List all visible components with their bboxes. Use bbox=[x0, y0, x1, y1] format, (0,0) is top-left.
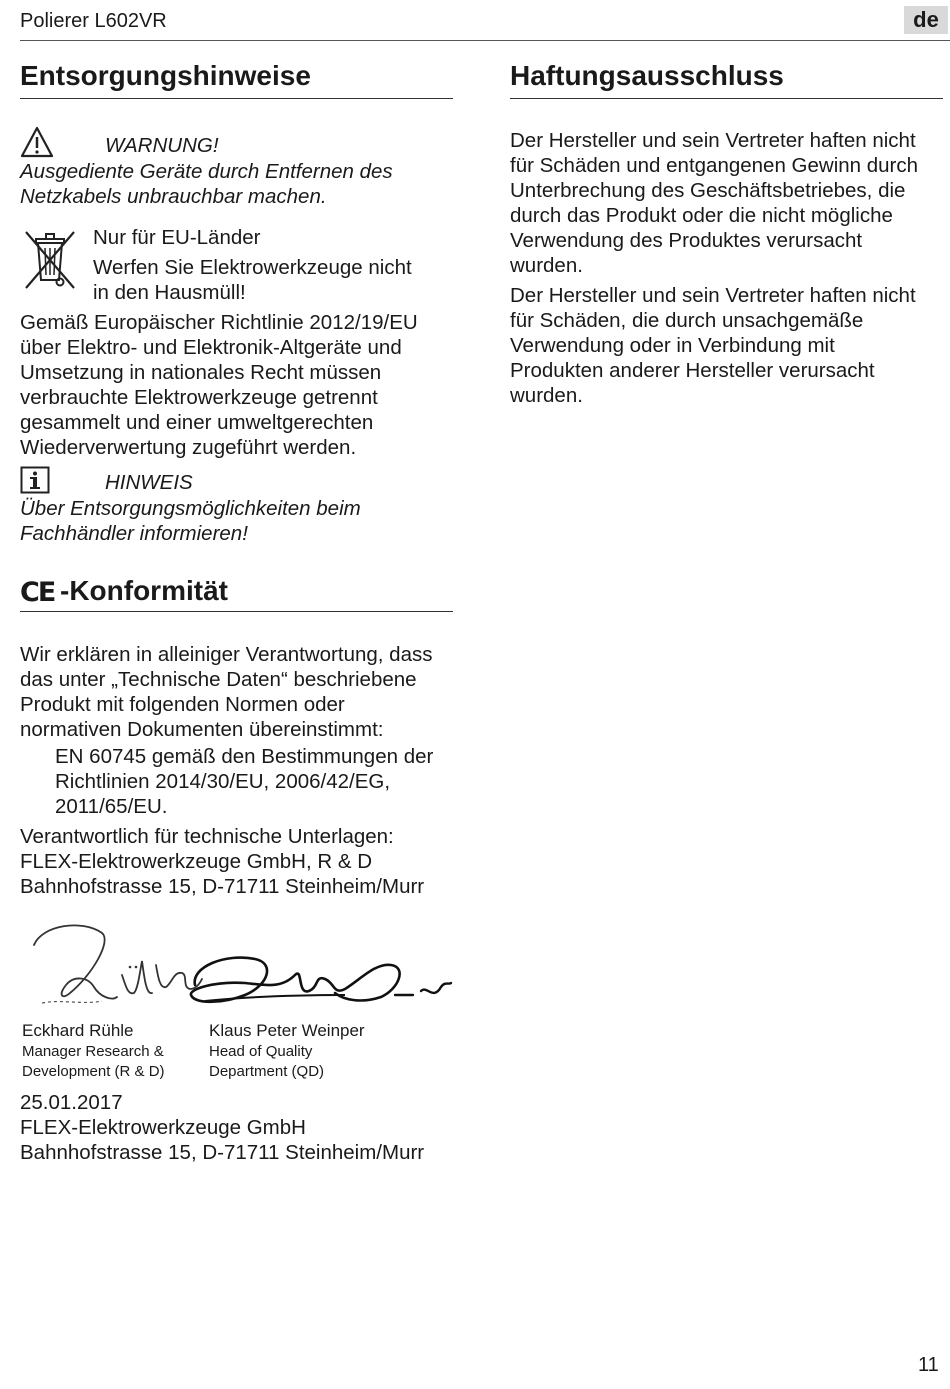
header-divider bbox=[20, 40, 950, 41]
signer-role: Head of Quality bbox=[209, 1043, 313, 1060]
info-icon bbox=[20, 466, 50, 494]
warning-triangle-icon bbox=[20, 126, 54, 158]
liability-line: Der Hersteller und sein Vertreter haften nicht bbox=[510, 284, 916, 307]
no-household-text: in den Hausmüll! bbox=[93, 281, 246, 304]
responsible-line: Verantwortlich für technische Unterlagen: bbox=[20, 825, 394, 848]
directive-line: über Elektro- und Elektronik-Altgeräte und bbox=[20, 336, 402, 359]
conformity-heading: -Konformität bbox=[60, 575, 228, 606]
company-name: FLEX-Elektrowerkzeuge GmbH bbox=[20, 1116, 306, 1139]
liability-line: Verwendung oder in Verbindung mit bbox=[510, 334, 835, 357]
conformity-intro-line: Wir erklären in alleiniger Verantwortung, dass bbox=[20, 643, 433, 666]
signer-name: Klaus Peter Weinper bbox=[209, 1021, 365, 1040]
disposal-heading-rule bbox=[20, 98, 453, 99]
warning-text-line: Ausgediente Geräte durch Entfernen des bbox=[20, 160, 393, 183]
directive-line: verbrauchte Elektrowerkzeuge getrennt bbox=[20, 386, 378, 409]
signer-role: Development (R & D) bbox=[22, 1063, 165, 1080]
liability-line: Produkten anderer Hersteller verursacht bbox=[510, 359, 875, 382]
directive-line: Umsetzung in nationales Recht müssen bbox=[20, 361, 382, 384]
signer-name: Eckhard Rühle bbox=[22, 1021, 134, 1040]
standard-line: EN 60745 gemäß den Bestimmungen der bbox=[55, 745, 434, 768]
ce-mark: CE bbox=[20, 577, 55, 608]
liability-line: für Schäden, die durch unsachgemäße bbox=[510, 309, 864, 332]
responsible-line: FLEX-Elektrowerkzeuge GmbH, R & D bbox=[20, 850, 373, 873]
document-title: Polierer L602VR bbox=[20, 10, 167, 32]
directive-line: Wiederverwertung zugeführt werden. bbox=[20, 436, 357, 459]
directive-line: Gemäß Europäischer Richtlinie 2012/19/EU bbox=[20, 311, 418, 334]
standard-line: Richtlinien 2014/30/EU, 2006/42/EG, bbox=[55, 770, 391, 793]
responsible-line: Bahnhofstrasse 15, D-71711 Steinheim/Murr bbox=[20, 875, 425, 898]
disposal-heading: Entsorgungshinweise bbox=[20, 60, 311, 91]
conformity-heading-rule bbox=[20, 611, 453, 612]
page-number: 11 bbox=[918, 1354, 939, 1376]
directive-line: gesammelt und einer umweltgerechten bbox=[20, 411, 374, 434]
no-household-text: Werfen Sie Elektrowerkzeuge nicht bbox=[93, 256, 412, 279]
liability-line: Verwendung des Produktes verursacht bbox=[510, 229, 863, 252]
crossed-bin-icon bbox=[22, 228, 80, 292]
liability-heading: Haftungsausschluss bbox=[510, 60, 784, 91]
note-text-line: Über Entsorgungsmöglichkeiten beim bbox=[20, 497, 361, 520]
language-badge: de bbox=[904, 6, 948, 34]
signature-date: 25.01.2017 bbox=[20, 1091, 123, 1114]
liability-line: durch das Produkt oder die nicht mögliche bbox=[510, 204, 893, 227]
liability-heading-rule bbox=[510, 98, 943, 99]
warning-label: WARNUNG! bbox=[105, 134, 219, 157]
liability-line: wurden. bbox=[510, 254, 583, 277]
liability-line: für Schäden und entgangenen Gewinn durch bbox=[510, 154, 919, 177]
liability-line: wurden. bbox=[510, 384, 583, 407]
note-label: HINWEIS bbox=[105, 471, 193, 494]
signature-ruehle bbox=[22, 915, 207, 1015]
liability-line: Der Hersteller und sein Vertreter haften nicht bbox=[510, 129, 916, 152]
warning-text-line: Netzkabels unbrauchbar machen. bbox=[20, 185, 327, 208]
conformity-intro-line: das unter „Technische Daten“ beschriebene bbox=[20, 668, 417, 691]
note-text-line: Fachhändler informieren! bbox=[20, 522, 248, 545]
conformity-intro-line: normativen Dokumenten übereinstimmt: bbox=[20, 718, 384, 741]
company-address: Bahnhofstrasse 15, D-71711 Steinheim/Murr bbox=[20, 1141, 425, 1164]
signer-role: Manager Research & bbox=[22, 1043, 164, 1060]
liability-line: Unterbrechung des Geschäftsbetriebes, die bbox=[510, 179, 906, 202]
eu-only-text: Nur für EU-Länder bbox=[93, 226, 261, 249]
signer-role: Department (QD) bbox=[209, 1063, 325, 1080]
signature-weinper bbox=[185, 945, 453, 1020]
conformity-intro-line: Produkt mit folgenden Normen oder bbox=[20, 693, 345, 716]
standard-line: 2011/65/EU. bbox=[55, 795, 168, 818]
